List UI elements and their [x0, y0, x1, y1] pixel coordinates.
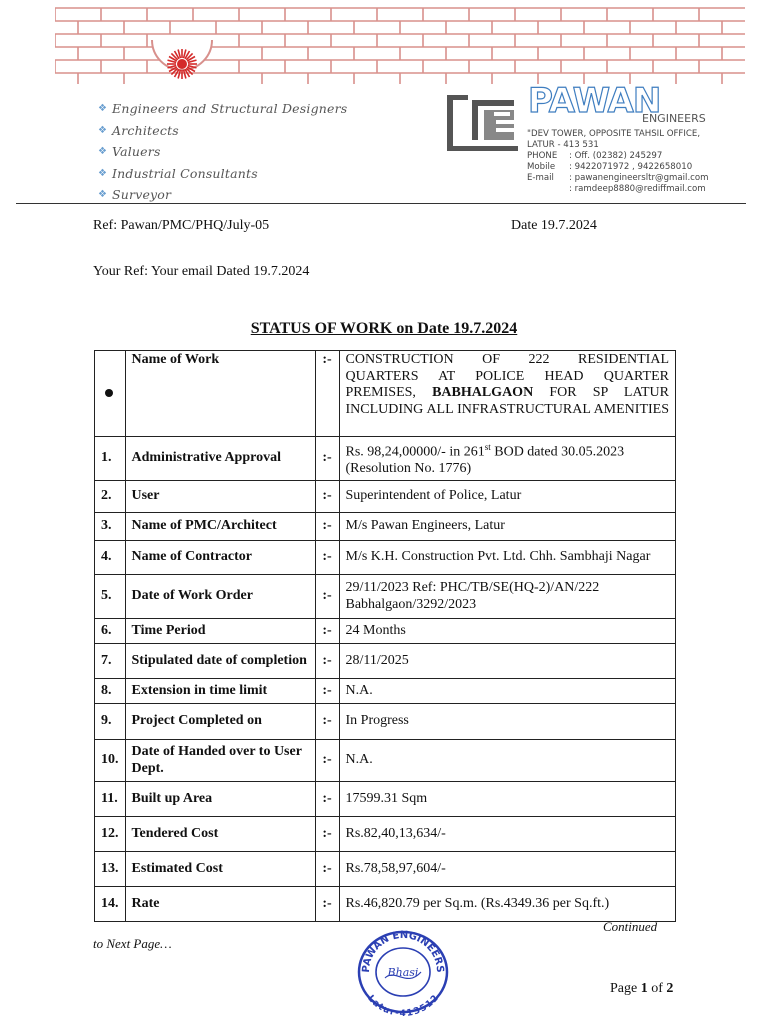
header-divider [16, 203, 746, 204]
row-value: In Progress [339, 704, 676, 740]
table-row [95, 817, 676, 852]
table-row [95, 481, 676, 513]
page-number: Page 1 of 2 [610, 981, 674, 996]
service-item: ❖ Surveyor [98, 187, 172, 203]
row-number: 9. [95, 704, 126, 740]
pe-logo-icon [444, 92, 520, 154]
diamond-bullet-icon: ❖ [98, 124, 107, 136]
row-number: 12. [95, 817, 126, 852]
row-label: Date of Work Order [125, 575, 315, 619]
row-number: 13. [95, 852, 126, 887]
row-label: Extension in time limit [125, 679, 315, 704]
row-label: Time Period [125, 619, 315, 644]
row-separator: :- [315, 740, 339, 782]
reference-number: Ref: Pawan/PMC/PHQ/July-05 [93, 218, 270, 233]
table-row [95, 782, 676, 817]
row-label: Rate [125, 887, 315, 922]
your-reference: Your Ref: Your email Dated 19.7.2024 [93, 264, 310, 279]
signature: Bhasi [387, 966, 419, 979]
row-separator: :- [315, 704, 339, 740]
row-separator: :- [315, 782, 339, 817]
email-line-2: : ramdeep8880@rediffmail.com [569, 184, 706, 194]
row-separator: :- [315, 541, 339, 575]
row-number: 14. [95, 887, 126, 922]
row-separator: :- [315, 575, 339, 619]
email-line: E-mail : pawanengineersltr@gmail.com [527, 173, 709, 183]
table-row [95, 887, 676, 922]
row-label: Built up Area [125, 782, 315, 817]
row-separator: :- [315, 513, 339, 541]
services-list [98, 98, 347, 206]
stamp-bottom-text: Latur-413512 [365, 993, 441, 1016]
table-row [95, 513, 676, 541]
table-row [95, 679, 676, 704]
row-separator: :- [315, 817, 339, 852]
row-value: M/s K.H. Construction Pvt. Ltd. Chh. Sambhaji Nagar [339, 541, 676, 575]
status-table [94, 350, 676, 922]
row-value: Rs. 98,24,00000/- in 261st BOD dated 30.05.2023 (Resolution No. 1776) [339, 437, 676, 481]
row-separator: :- [315, 644, 339, 679]
table-row [95, 575, 676, 619]
table-row [95, 541, 676, 575]
service-item: ❖ Valuers [98, 144, 161, 160]
row-number: 11. [95, 782, 126, 817]
mobile-line: Mobile : 9422071972 , 9422658010 [527, 162, 693, 172]
row-value: 29/11/2023 Ref: PHC/TB/SE(HQ-2)/AN/222 Babhalgaon/3292/2023 [339, 575, 676, 619]
bullet-icon [105, 389, 113, 397]
row-separator: :- [315, 351, 339, 437]
row-number: 8. [95, 679, 126, 704]
row-label: Name of Contractor [125, 541, 315, 575]
next-page-note: to Next Page… [93, 936, 172, 951]
row-label: Stipulated date of completion [125, 644, 315, 679]
diamond-bullet-icon: ❖ [98, 189, 107, 201]
row-label: User [125, 481, 315, 513]
stamp-top-text: PAWAN ENGINEERS [360, 929, 446, 974]
contact-block [527, 129, 709, 195]
row-value: 28/11/2025 [339, 644, 676, 679]
brick-wall-banner [55, 6, 745, 84]
row-value: CONSTRUCTION OF 222 RESIDENTIAL QUARTERS AT POLICE HEAD QUARTER PREMISES, BABHALGAON FOR SP LATUR INCLUDING ALL INFRASTRUCTURAL AMENITIES [339, 351, 676, 437]
brand-name: PAWAN [528, 81, 661, 121]
diamond-bullet-icon: ❖ [98, 103, 107, 115]
brand-subtitle: ENGINEERS [642, 112, 706, 125]
address-line: "DEV TOWER, OPPOSITE TAHSIL OFFICE, [527, 129, 701, 139]
letter-date: Date 19.7.2024 [511, 218, 597, 233]
row-label: Project Completed on [125, 704, 315, 740]
row-value: M/s Pawan Engineers, Latur [339, 513, 676, 541]
row-label: Date of Handed over to User Dept. [125, 740, 315, 782]
diamond-bullet-icon: ❖ [98, 167, 107, 179]
table-row [95, 740, 676, 782]
row-separator: :- [315, 481, 339, 513]
row-value: 17599.31 Sqm [339, 782, 676, 817]
service-item: ❖ Architects [98, 122, 179, 138]
row-value: Rs.78,58,97,604/- [339, 852, 676, 887]
row-separator: :- [315, 852, 339, 887]
page-title: STATUS OF WORK on Date 19.7.2024 [250, 320, 518, 337]
table-row [95, 351, 676, 437]
company-stamp-icon [355, 928, 451, 1016]
service-item: ❖ Industrial Consultants [98, 165, 258, 181]
row-label: Name of Work [125, 351, 315, 437]
row-number: 2. [95, 481, 126, 513]
row-number: 5. [95, 575, 126, 619]
diamond-bullet-icon: ❖ [98, 146, 107, 158]
row-label: Estimated Cost [125, 852, 315, 887]
row-value: Rs.82,40,13,634/- [339, 817, 676, 852]
row-value: N.A. [339, 740, 676, 782]
continued-note: Continued [603, 919, 658, 934]
row-value: Superintendent of Police, Latur [339, 481, 676, 513]
table-row [95, 619, 676, 644]
phone-line: PHONE : Off. (02382) 245297 [527, 151, 663, 161]
address-line: LATUR - 413 531 [527, 140, 599, 150]
row-value: 24 Months [339, 619, 676, 644]
row-bullet [95, 351, 126, 437]
table-row [95, 704, 676, 740]
table-row [95, 852, 676, 887]
row-separator: :- [315, 619, 339, 644]
row-number: 10. [95, 740, 126, 782]
row-separator: :- [315, 679, 339, 704]
row-number: 7. [95, 644, 126, 679]
service-item: ❖ Engineers and Structural Designers [98, 101, 348, 117]
row-number: 4. [95, 541, 126, 575]
table-row [95, 437, 676, 481]
row-value: Rs.46,820.79 per Sq.m. (Rs.4349.36 per Sq.ft.) [339, 887, 676, 922]
table-row [95, 644, 676, 679]
row-number: 3. [95, 513, 126, 541]
row-label: Administrative Approval [125, 437, 315, 481]
row-label: Name of PMC/Architect [125, 513, 315, 541]
row-separator: :- [315, 887, 339, 922]
row-number: 1. [95, 437, 126, 481]
row-number: 6. [95, 619, 126, 644]
row-separator: :- [315, 437, 339, 481]
row-label: Tendered Cost [125, 817, 315, 852]
row-value: N.A. [339, 679, 676, 704]
